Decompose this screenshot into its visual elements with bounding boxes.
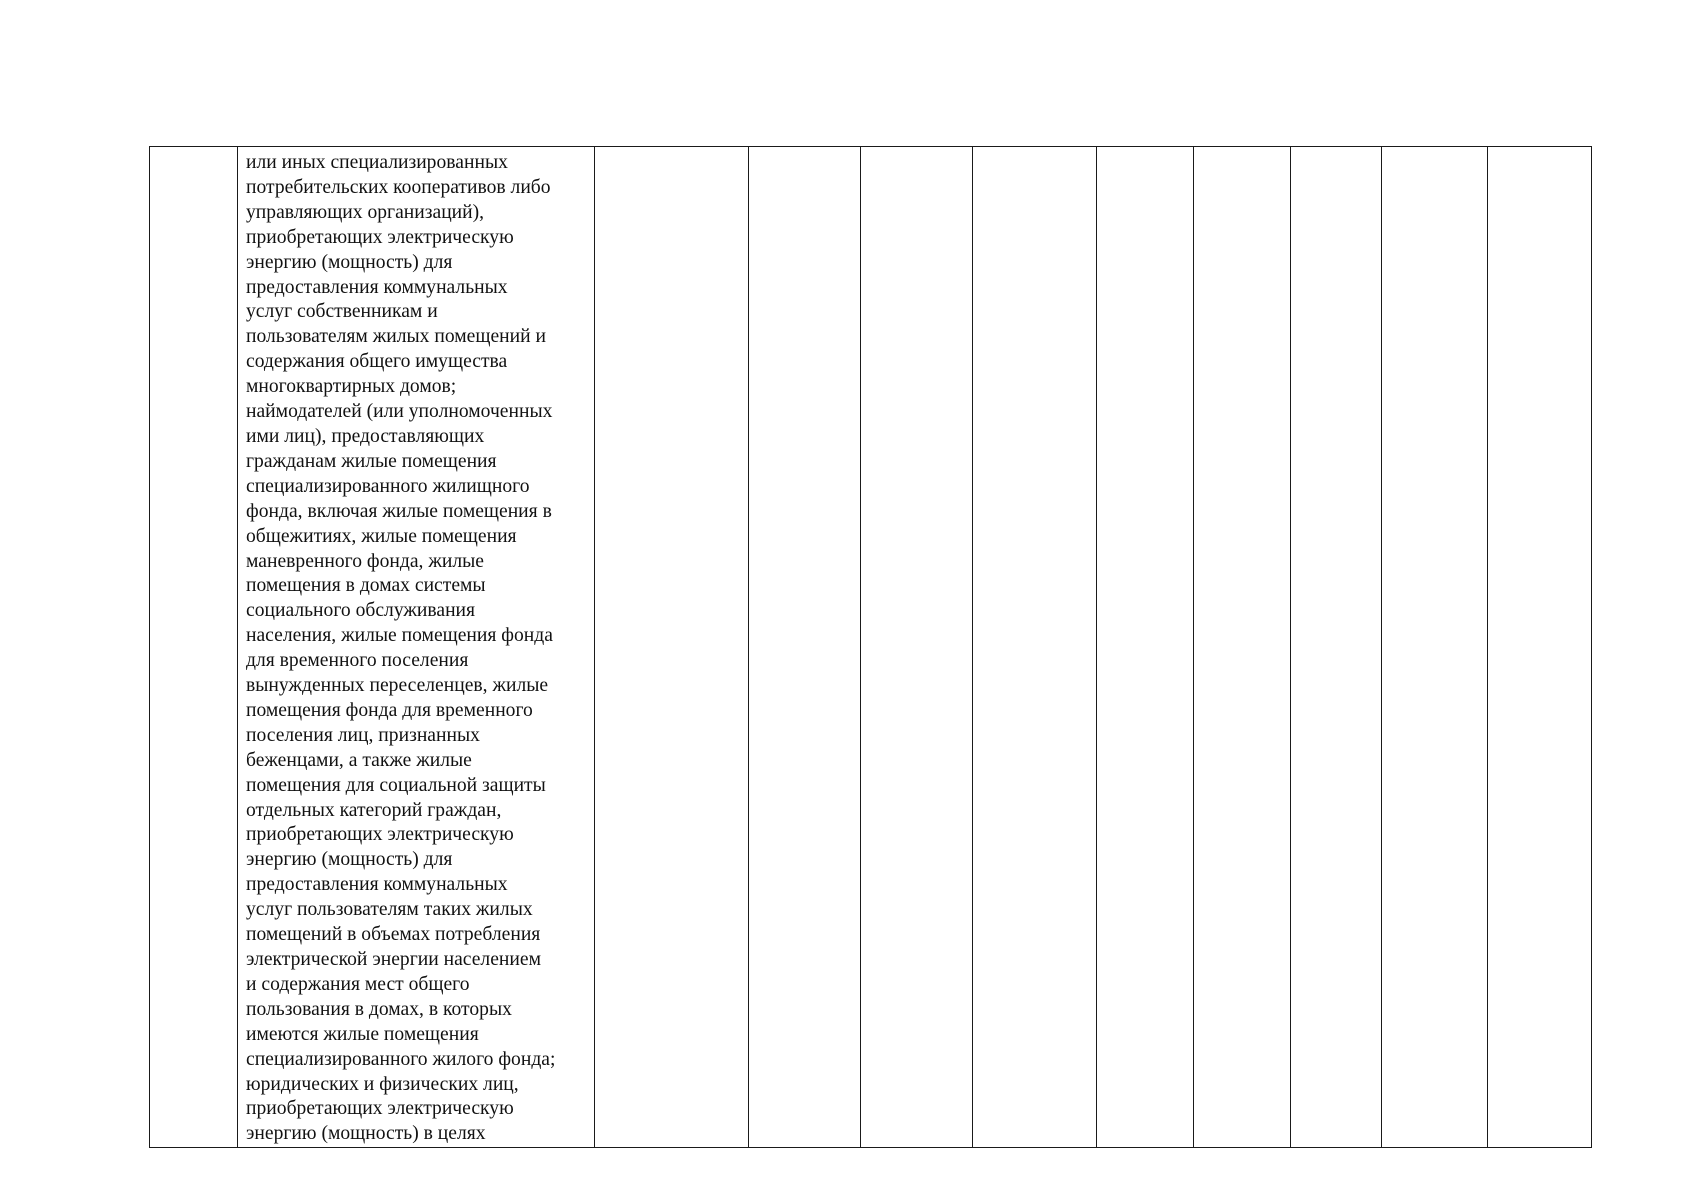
text-line: или иных специализированных	[246, 152, 508, 173]
text-line: и содержания мест общего	[246, 973, 470, 995]
tariff-table	[149, 146, 1592, 1148]
text-line: предоставления коммунальных	[246, 874, 508, 896]
text-line: имеются жилые помещения	[246, 1023, 479, 1045]
text-line: помещения в домах системы	[246, 575, 486, 597]
text-line: помещения для социальной защиты	[246, 774, 546, 796]
text-line: управляющих организаций),	[246, 201, 485, 223]
text-line: помещения фонда для временного	[246, 699, 533, 721]
text-line: гражданам жилые помещения	[246, 450, 497, 472]
text-line: пользователям жилых помещений и	[246, 326, 546, 348]
text-line: пользования в домах, в которых	[246, 998, 512, 1020]
text-line: социального обслуживания	[246, 600, 476, 622]
text-line: потребительских кооперативов либо	[246, 176, 551, 198]
text-line: фонда, включая жилые помещения в	[246, 500, 552, 522]
empty-cell	[1097, 147, 1194, 1148]
empty-cell	[749, 147, 861, 1148]
text-line: услуг собственникам и	[246, 301, 438, 323]
text-line: энергию (мощность) в целях	[246, 1123, 486, 1145]
text-line: вынужденных переселенцев, жилые	[246, 675, 549, 697]
number-cell	[150, 147, 238, 1148]
text-line: энергию (мощность) для	[246, 251, 453, 273]
text-line: энергию (мощность) для	[246, 849, 453, 871]
text-line: отдельных категорий граждан,	[246, 799, 502, 821]
empty-cell	[1382, 147, 1488, 1148]
text-line: общежитиях, жилые помещения	[246, 525, 517, 547]
text-line: ими лиц), предоставляющих	[246, 425, 485, 447]
text-line: многоквартирных домов;	[246, 376, 457, 398]
text-line: приобретающих электрическую	[246, 824, 514, 846]
empty-cell	[861, 147, 973, 1148]
table-row	[150, 147, 1592, 1148]
text-line: поселения лиц, признанных	[246, 724, 480, 746]
text-line: беженцами, а также жилые	[246, 749, 472, 771]
text-line: услуг пользователям таких жилых	[246, 899, 533, 921]
text-line: для временного поселения	[246, 650, 469, 672]
description-cell	[238, 147, 595, 1148]
text-line: специализированного жилищного	[246, 475, 530, 497]
text-line: предоставления коммунальных	[246, 276, 508, 298]
text-line: населения, жилые помещения фонда	[246, 625, 553, 647]
empty-cell	[1488, 147, 1592, 1148]
empty-cell	[973, 147, 1097, 1148]
text-line: маневренного фонда, жилые	[246, 550, 485, 572]
empty-cell	[1291, 147, 1382, 1148]
empty-cell	[1194, 147, 1291, 1148]
text-line: юридических и физических лиц,	[246, 1073, 519, 1095]
text-line: содержания общего имущества	[246, 351, 508, 373]
text-line: специализированного жилого фонда;	[246, 1048, 556, 1070]
empty-cell	[595, 147, 749, 1148]
text-line: наймодателей (или уполномоченных	[246, 401, 553, 423]
text-line: помещений в объемах потребления	[246, 924, 541, 946]
text-line: приобретающих электрическую	[246, 226, 514, 248]
text-line: приобретающих электрическую	[246, 1098, 514, 1120]
text-line: электрической энергии населением	[246, 949, 541, 970]
